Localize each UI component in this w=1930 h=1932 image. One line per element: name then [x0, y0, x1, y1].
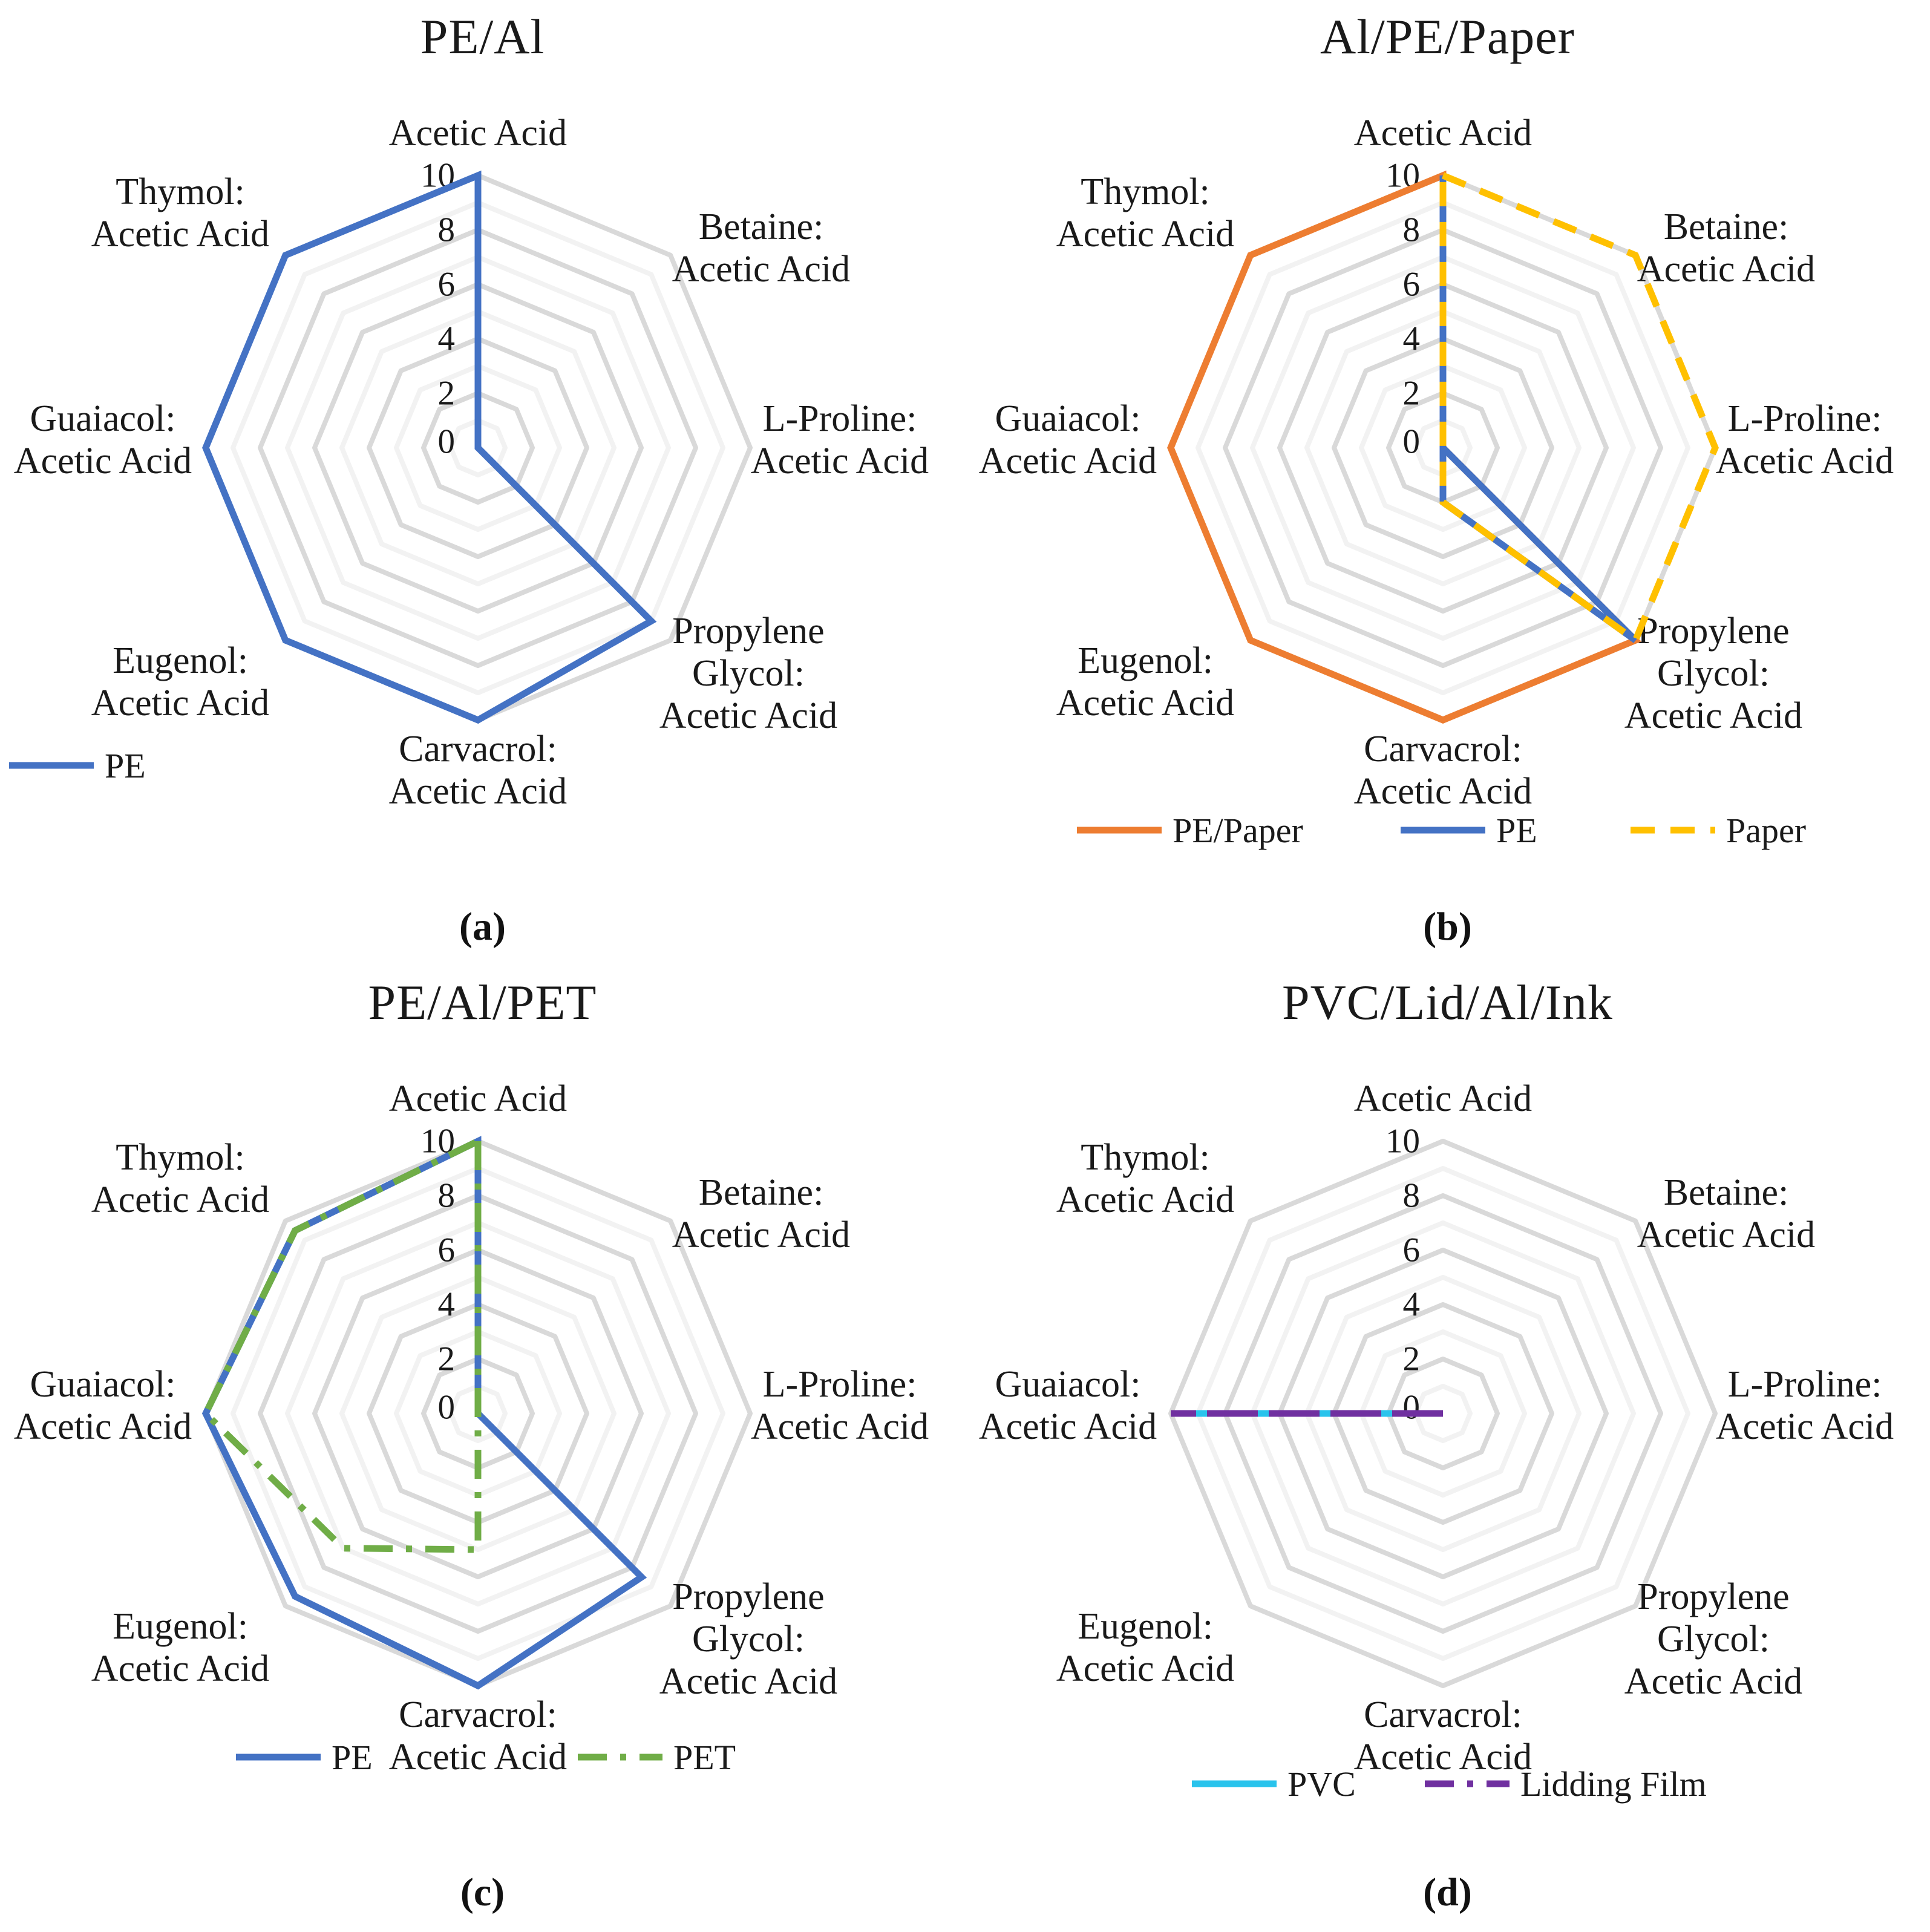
legend: [9, 746, 146, 785]
tick-label: 2: [437, 374, 455, 413]
axis-label: Eugenol:: [1078, 1606, 1213, 1647]
panel-b: [965, 0, 1930, 966]
tick-label: 2: [1402, 374, 1420, 413]
axis-label: Acetic Acid: [1715, 440, 1894, 482]
axis-label: Acetic Acid: [1624, 695, 1803, 736]
axis-label: L-Proline:: [762, 398, 917, 439]
panel-label-b: (b): [1423, 905, 1472, 949]
axis-label: Propylene: [672, 611, 825, 652]
axis-label: Acetic Acid: [13, 1406, 192, 1447]
legend-label: PE/Paper: [1173, 811, 1303, 850]
axis-label: Thymol:: [116, 1137, 245, 1178]
tick-label: 4: [437, 1285, 455, 1324]
axis-label: Thymol:: [116, 171, 245, 212]
radar-chart-d: [965, 966, 1930, 1931]
axis-label: Acetic Acid: [91, 214, 270, 255]
tick-label: 8: [1402, 211, 1420, 249]
axis-label: Acetic Acid: [388, 113, 568, 154]
axis-label: Acetic Acid: [978, 440, 1157, 482]
panel-a: [0, 0, 965, 966]
tick-label: 8: [437, 211, 455, 249]
axis-label: Eugenol:: [113, 640, 248, 681]
tick-label: 10: [420, 1122, 455, 1161]
axis-label: L-Proline:: [762, 1364, 917, 1405]
tick-label: 6: [437, 265, 455, 304]
panel-c: [0, 966, 965, 1931]
axis-label: Carvacrol:: [399, 729, 557, 770]
tick-label: 2: [437, 1340, 455, 1378]
axis-label: Acetic Acid: [13, 440, 192, 482]
axis-label: Guaiacol:: [30, 1364, 176, 1405]
axis-label: Eugenol:: [113, 1606, 248, 1647]
tick-label: 10: [420, 156, 455, 195]
legend-label: Lidding Film: [1520, 1764, 1707, 1804]
axis-label: Carvacrol:: [1364, 1694, 1522, 1735]
axis-label: Thymol:: [1081, 1137, 1210, 1178]
axis-label: Glycol:: [1657, 1619, 1770, 1660]
tick-label: 6: [437, 1231, 455, 1269]
radar-chart-b: [965, 0, 1930, 966]
axis-labels: [14, 113, 929, 812]
axis-label: Acetic Acid: [659, 1661, 838, 1702]
axis-label: Acetic Acid: [1637, 1214, 1816, 1256]
axis-label: Acetic Acid: [672, 249, 851, 290]
axis-label: Acetic Acid: [672, 1214, 851, 1256]
axis-label: Acetic Acid: [1353, 113, 1533, 154]
axis-label: Guaiacol:: [30, 398, 176, 439]
axis-label: Acetic Acid: [91, 683, 270, 724]
axis-label: Acetic Acid: [1056, 214, 1235, 255]
axis-label: Betaine:: [698, 206, 824, 247]
panel-label-a: (a): [459, 905, 506, 949]
chart-title-c: PE/Al/PET: [368, 975, 597, 1030]
axis-label: Propylene: [672, 1576, 825, 1617]
axis-label: Acetic Acid: [659, 695, 838, 736]
axis-label: Acetic Acid: [1353, 771, 1533, 812]
axis-label: Guaiacol:: [995, 1364, 1141, 1405]
axis-label: Thymol:: [1081, 171, 1210, 212]
legend-label: PET: [673, 1738, 736, 1777]
tick-label: 0: [1402, 1388, 1420, 1427]
axis-label: Acetic Acid: [1637, 249, 1816, 290]
tick-label: 0: [1402, 422, 1420, 461]
axis-label: Acetic Acid: [750, 440, 929, 482]
axis-label: L-Proline:: [1727, 398, 1882, 439]
tick-label: 4: [437, 319, 455, 358]
axis-label: Carvacrol:: [399, 1694, 557, 1735]
tick-label: 2: [1402, 1340, 1420, 1378]
panel-label-d: (d): [1423, 1870, 1472, 1914]
axis-label: Acetic Acid: [978, 1406, 1157, 1447]
axis-label: Propylene: [1637, 1576, 1790, 1617]
axis-label: Acetic Acid: [1056, 1179, 1235, 1220]
tick-label: 4: [1402, 319, 1420, 358]
tick-label: 0: [437, 422, 455, 461]
radar-chart-a: [0, 0, 965, 966]
tick-label: 6: [1402, 1231, 1420, 1269]
legend-label: Paper: [1726, 811, 1807, 850]
axis-label: Acetic Acid: [1624, 1661, 1803, 1702]
axis-label: Glycol:: [1657, 653, 1770, 694]
axis-labels: [979, 1078, 1894, 1778]
axis-label: Acetic Acid: [1715, 1406, 1894, 1447]
axis-label: Acetic Acid: [1353, 1737, 1533, 1778]
legend-label: PE: [1496, 811, 1537, 850]
axis-label: Acetic Acid: [1056, 1648, 1235, 1689]
chart-title-d: PVC/Lid/Al/Ink: [1281, 975, 1614, 1030]
tick-label: 0: [437, 1388, 455, 1427]
axis-label: Glycol:: [692, 1619, 805, 1660]
axis-label: Acetic Acid: [750, 1406, 929, 1447]
panel-d: [965, 966, 1930, 1931]
legend-label: PE: [105, 746, 146, 785]
axis-label: Acetic Acid: [1353, 1078, 1533, 1119]
axis-label: Carvacrol:: [1364, 729, 1522, 770]
axis-label: Acetic Acid: [1056, 683, 1235, 724]
axis-label: L-Proline:: [1727, 1364, 1882, 1405]
tick-label: 10: [1385, 156, 1420, 195]
legend-label: PVC: [1287, 1764, 1356, 1804]
axis-label: Eugenol:: [1078, 640, 1213, 681]
axis-labels: [14, 1078, 929, 1778]
axis-labels: [979, 113, 1894, 812]
axis-label: Guaiacol:: [995, 398, 1141, 439]
tick-label: 8: [1402, 1176, 1420, 1215]
axis-label: Betaine:: [1663, 206, 1789, 247]
tick-label: 8: [437, 1176, 455, 1215]
chart-title-a: PE/Al: [420, 9, 545, 64]
panel-label-c: (c): [460, 1870, 505, 1914]
chart-title-b: Al/PE/Paper: [1320, 9, 1575, 64]
axis-label: Propylene: [1637, 611, 1790, 652]
radar-chart-c: [0, 966, 965, 1931]
axis-label: Acetic Acid: [388, 1078, 568, 1119]
tick-label: 10: [1385, 1122, 1420, 1161]
axis-label: Acetic Acid: [388, 771, 568, 812]
axis-label: Acetic Acid: [91, 1648, 270, 1689]
tick-label: 4: [1402, 1285, 1420, 1324]
tick-label: 6: [1402, 265, 1420, 304]
axis-label: Betaine:: [698, 1172, 824, 1213]
axis-label: Acetic Acid: [91, 1179, 270, 1220]
axis-label: Glycol:: [692, 653, 805, 694]
legend-label: PE: [332, 1738, 373, 1777]
axis-label: Betaine:: [1663, 1172, 1789, 1213]
axis-label: Acetic Acid: [388, 1737, 568, 1778]
legend: [1077, 811, 1806, 850]
